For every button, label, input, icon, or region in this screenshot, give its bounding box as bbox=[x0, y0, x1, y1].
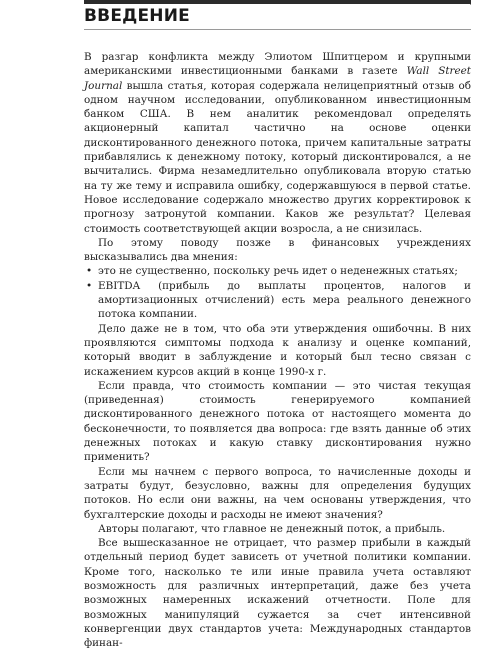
paragraph-1-start: В разгар конфликта между Элиотом Шпитцером и крупными американскими инвестиционными банками в газете bbox=[84, 51, 471, 78]
paragraph-4: Если правда, что стоимость компании — это чистая текущая (приведенная) стоимость генерируемого компанией дисконтированного денежного потока от настоящего момента до бесконечности, то появляется два вопроса: где взять данные об этих денежных потоках и какую ставку дисконтирования нужно применить? bbox=[84, 379, 471, 464]
paragraph-1 bbox=[84, 50, 471, 236]
paragraph-3: Дело даже не в том, что оба эти утверждения ошибочны. В них проявляются симптомы подхода к анализу и оценке компаний, который вводит в заблуждение и который был тесно связан с искажением курсов акций в конце 1990-х г. bbox=[84, 322, 471, 378]
paragraph-1-end: вышла статья, которая содержала нелицеприятный отзыв об одном научном исследовании, опубликованном инвестиционным банком США. В нем аналитик рекомендовал определять акционерный капитал частично на основе оценки дисконтированного денежного потока, причем капитальные затраты прибавлялись к денежному потоку, который дисконтировался, а не вычитались. Фирма незамедлительно опубликовала вторую статью на ту же тему и исправила ошибку, содержавшуюся в первой статье. Новое исследование содержало множество других корректировок к прогнозу затронутой компании. Каков же результат? Целевая стоимость соответствующей акции возросла, а не снизилась. bbox=[84, 79, 471, 235]
paragraph-2: По этому поводу позже в финансовых учреждениях высказывались два мнения: bbox=[84, 236, 471, 264]
list-item: • EBITDA (прибыль до выплаты процентов, налогов и амортизационных отчислений) есть мера реального денежного потока компании. bbox=[84, 279, 471, 322]
paragraph-5: Если мы начнем с первого вопроса, то начисленные доходы и затраты будут, безусловно, важны для определения будущих потоков. Но если они важны, на чем основаны утверждения, что бухгалтерские доходы и расходы не имеют значения? bbox=[84, 465, 471, 521]
chapter-heading: ВВЕДЕНИЕ bbox=[84, 6, 190, 26]
list-item: • это не существенно, поскольку речь идет о неденежных статьях; bbox=[84, 264, 471, 278]
header-bar bbox=[84, 0, 471, 4]
paragraph-6: Авторы полагают, что главное не денежный поток, а прибыль. bbox=[98, 522, 446, 535]
opinions-list bbox=[84, 264, 471, 321]
paragraph-7: Все вышесказанное не отрицает, что размер прибыли в каждый отдельный период будет зависеть от учетной политики компании. Кроме того, насколько те или иные правила учета оставляют возможность для различных интерпретаций, даже без учета возможных намеренных искажений отчетности. Поле для возможных манипуляций сужается за счет интенсивной конвергенции двух стандартов учета: Международных стандартов финан- bbox=[84, 537, 471, 650]
heading-underline bbox=[84, 29, 471, 30]
newspaper-title: Wall Street Journal bbox=[84, 65, 471, 92]
body-text bbox=[84, 50, 471, 650]
